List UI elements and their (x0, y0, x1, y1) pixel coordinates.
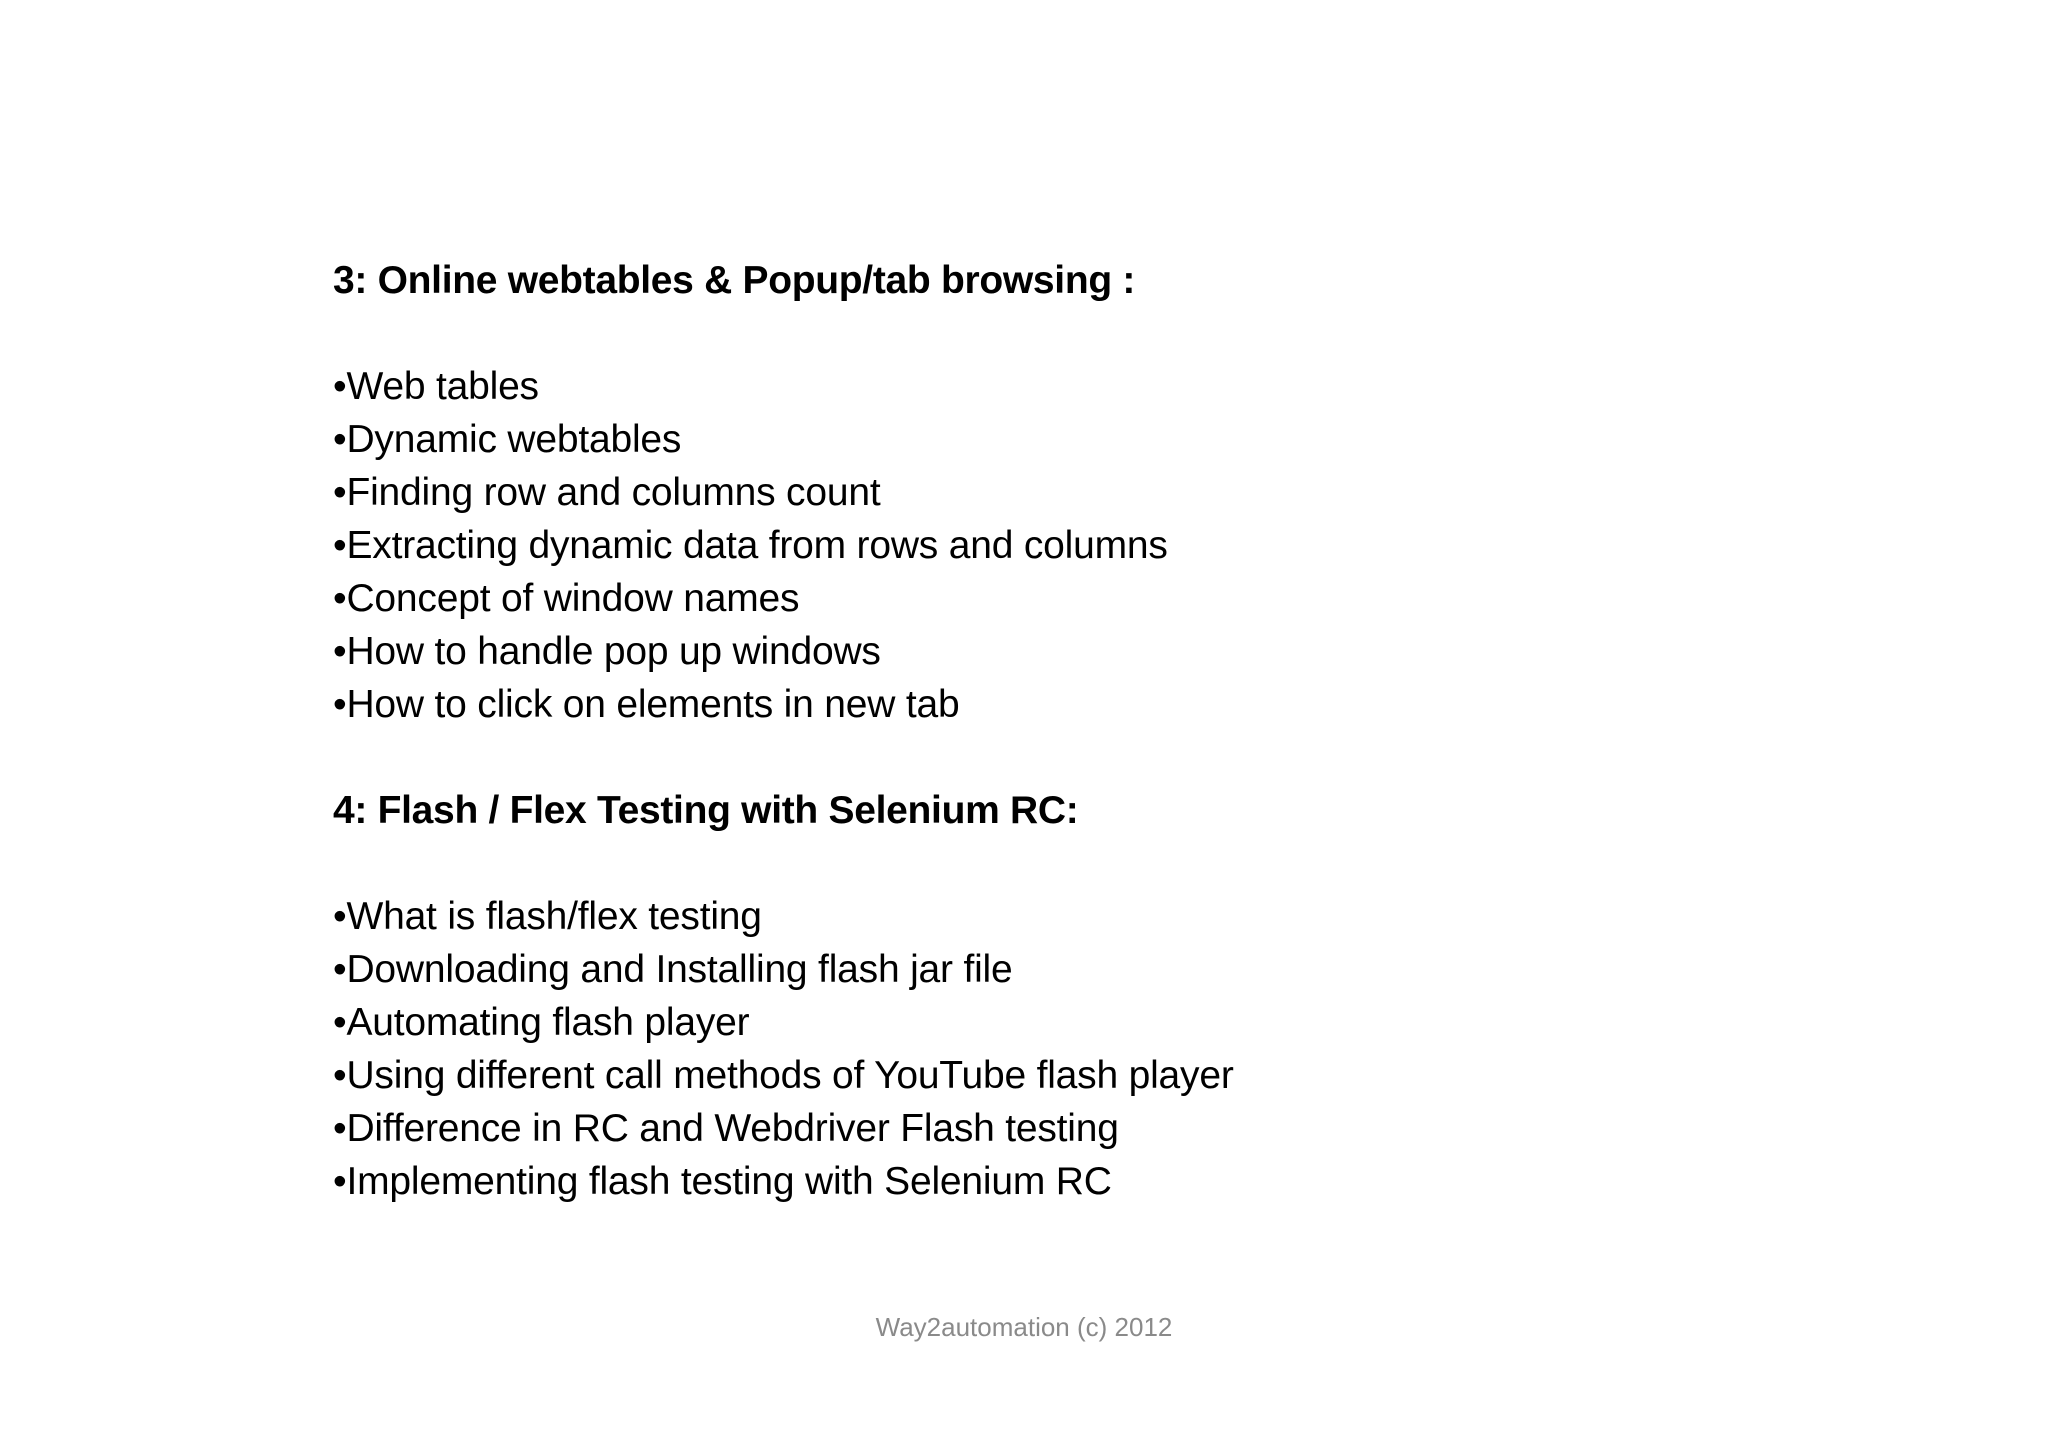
list-item (333, 890, 1833, 943)
spacer (333, 307, 1833, 360)
list-item (333, 625, 1833, 678)
list-item-text: Concept of window names (346, 577, 800, 620)
bullet-icon: • (333, 471, 347, 514)
spacer (333, 837, 1833, 890)
list-item-text: Extracting dynamic data from rows and columns (346, 524, 1168, 567)
list-item-text: Using different call methods of YouTube flash player (346, 1054, 1234, 1097)
list-item-text: Automating flash player (346, 1001, 750, 1044)
section-4-heading: 4: Flash / Flex Testing with Selenium RC: (333, 789, 1079, 832)
list-item-text: Web tables (346, 365, 539, 408)
slide-footer: Way2automation (c) 2012 (875, 1312, 1173, 1342)
bullet-icon: • (333, 418, 347, 461)
bullet-icon: • (333, 577, 347, 620)
list-item (333, 466, 1833, 519)
list-item-text: Difference in RC and Webdriver Flash testing (346, 1107, 1119, 1150)
bullet-icon: • (333, 895, 347, 938)
list-item (333, 572, 1833, 625)
list-item (333, 678, 1833, 731)
list-item (333, 1155, 1833, 1208)
list-item-text: What is flash/flex testing (346, 895, 762, 938)
list-item (333, 1049, 1833, 1102)
bullet-icon: • (333, 683, 347, 726)
bullet-icon: • (333, 365, 347, 408)
list-item-text: Dynamic webtables (346, 418, 682, 461)
list-item (333, 413, 1833, 466)
list-item-text: Downloading and Installing flash jar file (346, 948, 1013, 991)
list-item-text: How to handle pop up windows (346, 630, 881, 673)
section-4-list (333, 890, 1833, 1208)
list-item-text: Implementing flash testing with Selenium RC (346, 1160, 1112, 1203)
list-item (333, 360, 1833, 413)
list-item-text: Finding row and columns count (346, 471, 881, 514)
list-item-text: How to click on elements in new tab (346, 683, 960, 726)
section-3-heading: 3: Online webtables & Popup/tab browsing : (333, 259, 1136, 302)
list-item (333, 943, 1833, 996)
bullet-icon: • (333, 1054, 347, 1097)
slide-content (333, 254, 1833, 1208)
section-3-list (333, 360, 1833, 731)
list-item (333, 1102, 1833, 1155)
list-item (333, 996, 1833, 1049)
bullet-icon: • (333, 524, 347, 567)
list-item (333, 519, 1833, 572)
spacer (333, 731, 1833, 784)
bullet-icon: • (333, 630, 347, 673)
bullet-icon: • (333, 1107, 347, 1150)
bullet-icon: • (333, 948, 347, 991)
bullet-icon: • (333, 1001, 347, 1044)
bullet-icon: • (333, 1160, 347, 1203)
